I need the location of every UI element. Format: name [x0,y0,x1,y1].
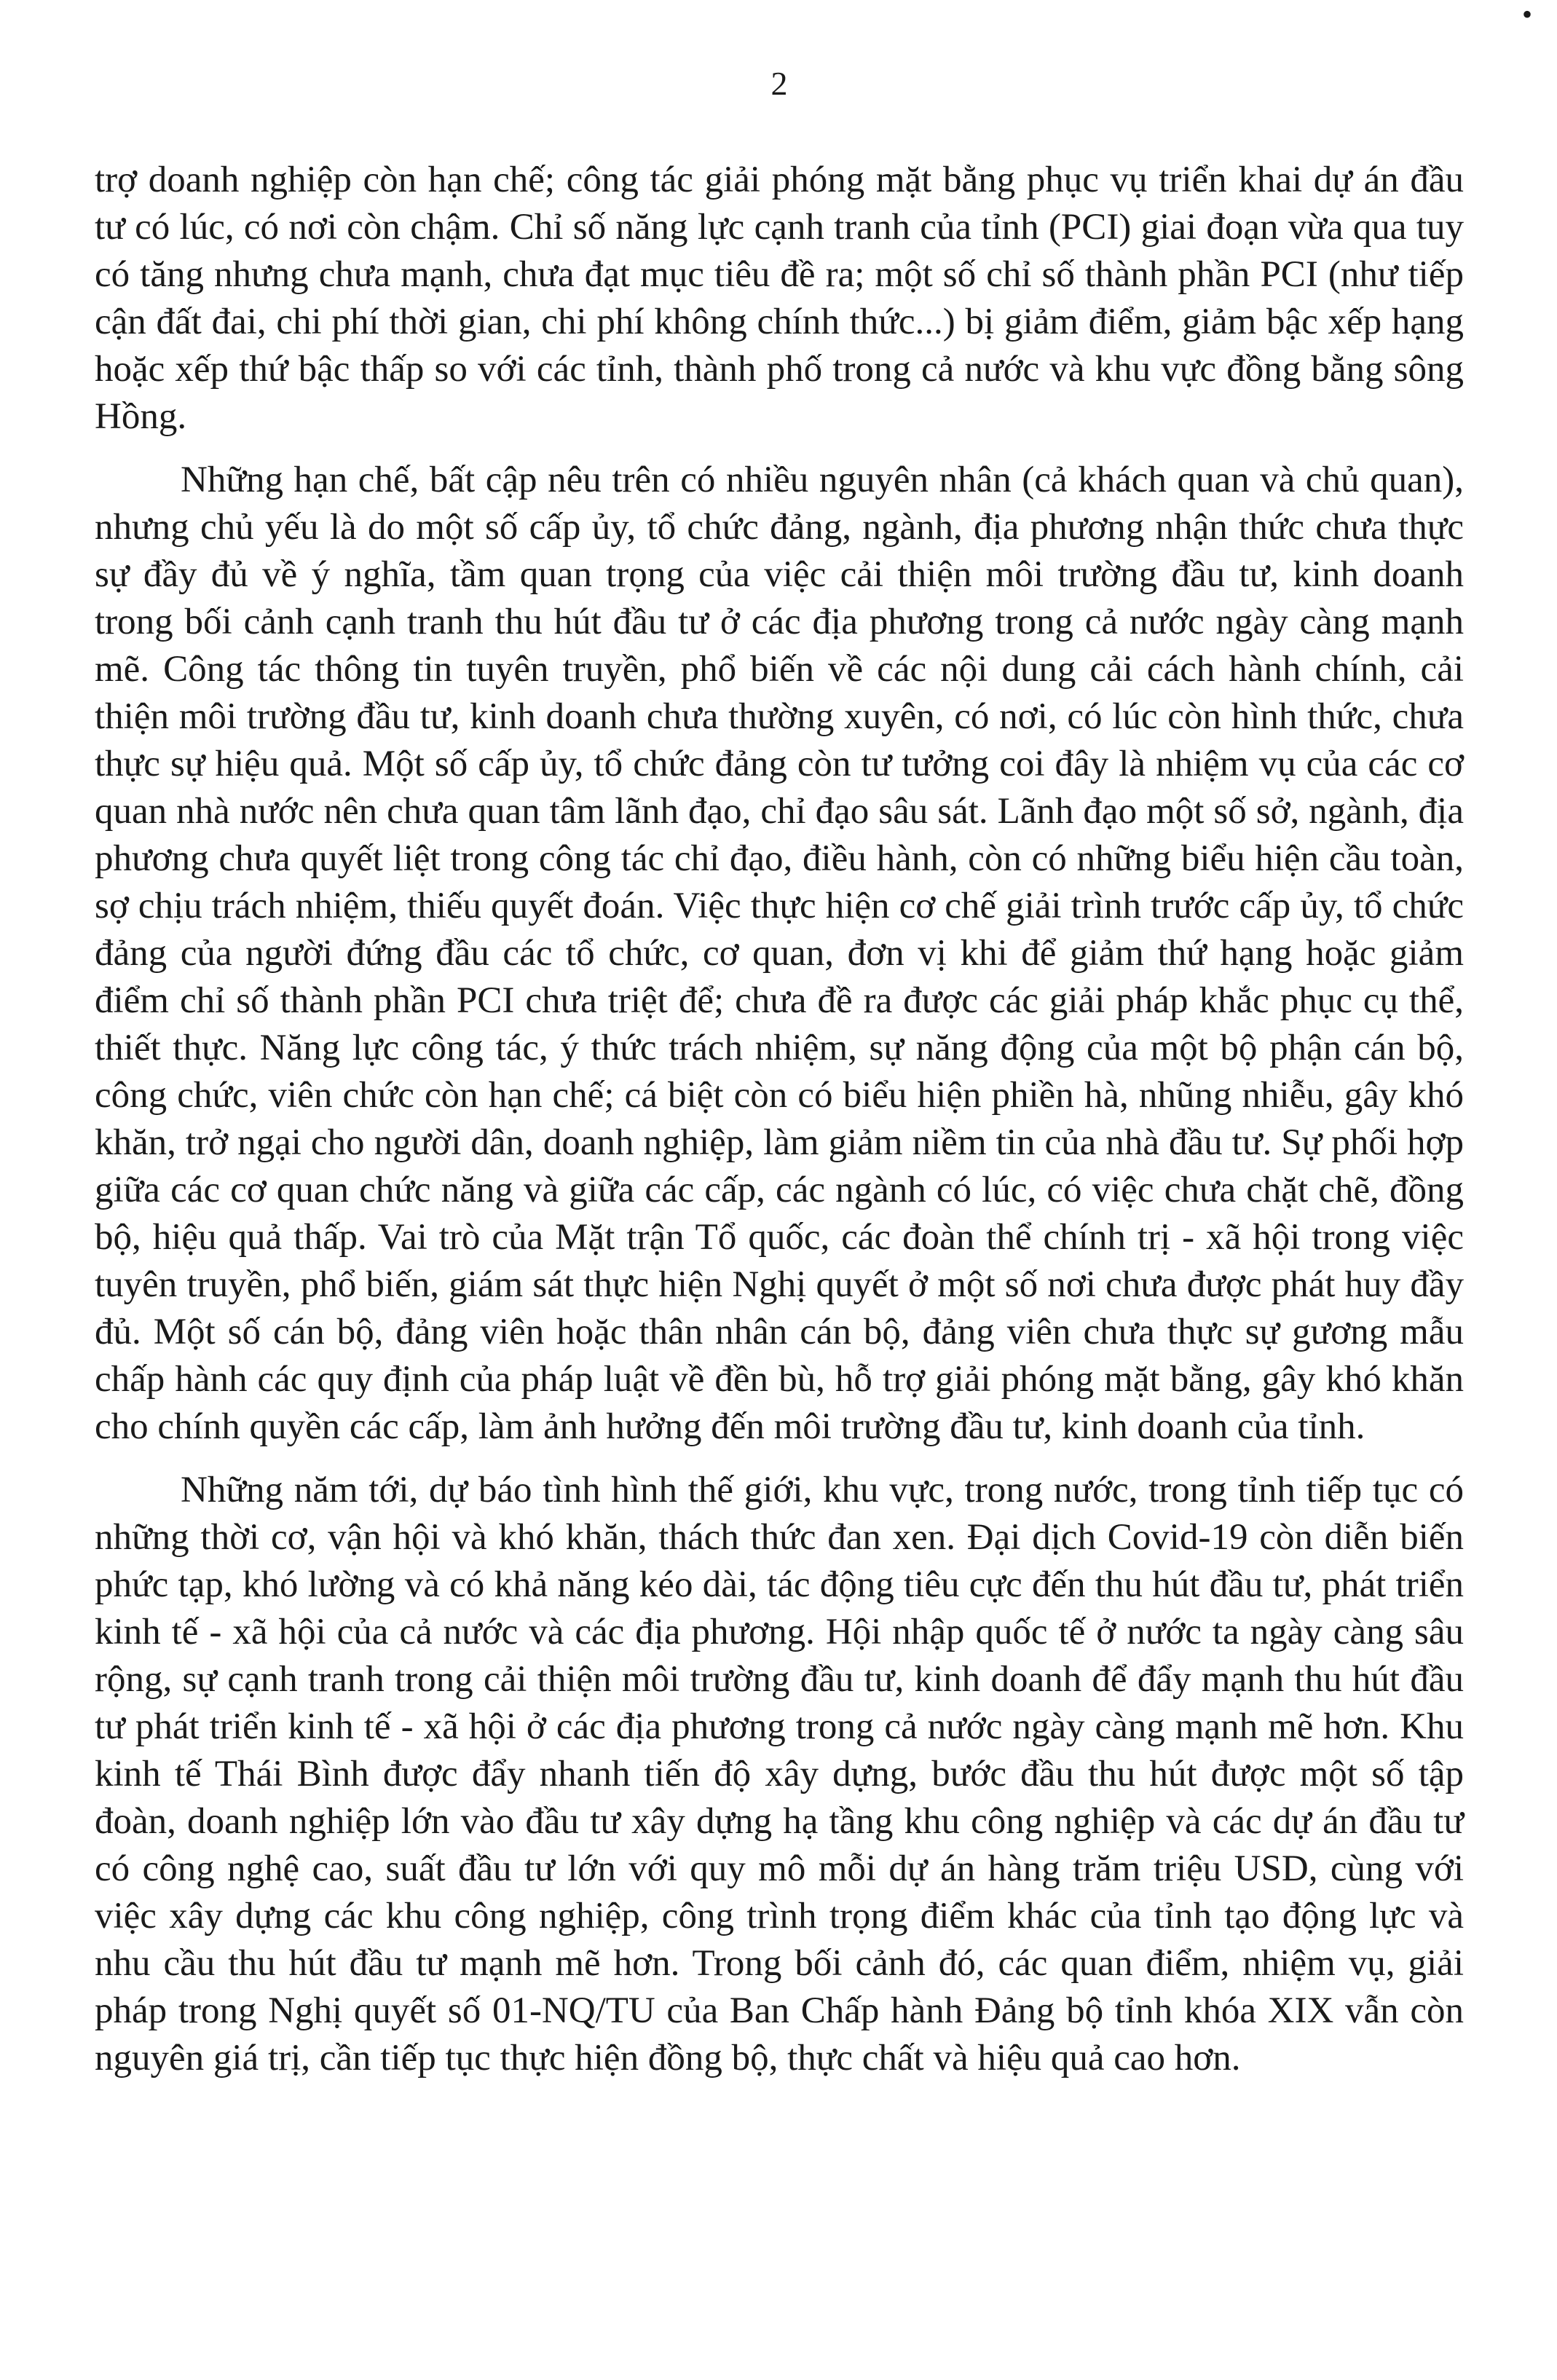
paragraph-causes: Những hạn chế, bất cập nêu trên có nhiều nguyên nhân (cả khách quan và chủ quan), nhưng chủ yếu là do một số cấp ủy, tổ chức đảng, ngành, địa phương nhận thức chưa thực sự đầy đủ về ý nghĩa, tầm quan trọng của việc cải thiện môi trường đầu tư, kinh doanh trong bối cảnh cạnh tranh thu hút đầu tư ở các địa phương trong cả nước ngày càng mạnh mẽ. Công tác thông tin tuyên truyền, phổ biến về các nội dung cải cách hành chính, cải thiện môi trường đầu tư, kinh doanh chưa thường xuyên, có nơi, có lúc còn hình thức, chưa thực sự hiệu quả. Một số cấp ủy, tổ chức đảng còn tư tưởng coi đây là nhiệm vụ của các cơ quan nhà nước nên chưa quan tâm lãnh đạo, chỉ đạo sâu sát. Lãnh đạo một số sở, ngành, địa phương chưa quyết liệt trong công tác chỉ đạo, điều hành, còn có những biểu hiện cầu toàn, sợ chịu trách nhiệm, thiếu quyết đoán. Việc thực hiện cơ chế giải trình trước cấp ủy, tổ chức đảng của người đứng đầu các tổ chức, cơ quan, đơn vị khi để giảm thứ hạng hoặc giảm điểm chỉ số thành phần PCI chưa triệt để; chưa đề ra được các giải pháp khắc phục cụ thể, thiết thực. Năng lực công tác, ý thức trách nhiệm, sự năng động của một bộ phận cán bộ, công chức, viên chức còn hạn chế; cá biệt còn có biểu hiện phiền hà, nhũng nhiễu, gây khó khăn, trở ngại cho người dân, doanh nghiệp, làm giảm niềm tin của nhà đầu tư. Sự phối hợp giữa các cơ quan chức năng và giữa các cấp, các ngành có lúc, có việc chưa chặt chẽ, đồng bộ, hiệu quả thấp. Vai trò của Mặt trận Tổ quốc, các đoàn thể chính trị - xã hội trong việc tuyên truyền, phổ biến, giám sát thực hiện Nghị quyết ở một số nơi chưa được phát huy đầy đủ. Một số cán bộ, đảng viên hoặc thân nhân cán bộ, đảng viên chưa thực sự gương mẫu chấp hành các quy định của pháp luật về đền bù, hỗ trợ giải phóng mặt bằng, gây khó khăn cho chính quyền các cấp, làm ảnh hưởng đến môi trường đầu tư, kinh doanh của tỉnh. [95,460,1464,1447]
scan-mark: • [1522,0,1533,31]
document-body [95,157,1464,2082]
paragraph-continuation: trợ doanh nghiệp còn hạn chế; công tác giải phóng mặt bằng phục vụ triển khai dự án đầu tư có lúc, có nơi còn chậm. Chỉ số năng lực cạnh tranh của tỉnh (PCI) giai đoạn vừa qua tuy có tăng nhưng chưa mạnh, chưa đạt mục tiêu đề ra; một số chỉ số thành phần PCI (như tiếp cận đất đai, chi phí thời gian, chi phí không chính thức...) bị giảm điểm, giảm bậc xếp hạng hoặc xếp thứ bậc thấp so với các tỉnh, thành phố trong cả nước và khu vực đồng bằng sông Hồng. [95,159,1464,437]
paragraph-outlook: Những năm tới, dự báo tình hình thế giới, khu vực, trong nước, trong tỉnh tiếp tục có những thời cơ, vận hội và khó khăn, thách thức đan xen. Đại dịch Covid-19 còn diễn biến phức tạp, khó lường và có khả năng kéo dài, tác động tiêu cực đến thu hút đầu tư, phát triển kinh tế - xã hội của cả nước và các địa phương. Hội nhập quốc tế ở nước ta ngày càng sâu rộng, sự cạnh tranh trong cải thiện môi trường đầu tư, kinh doanh để đẩy mạnh thu hút đầu tư phát triển kinh tế - xã hội ở các địa phương trong cả nước ngày càng mạnh mẽ hơn. Khu kinh tế Thái Bình được đẩy nhanh tiến độ xây dựng, bước đầu thu hút được một số tập đoàn, doanh nghiệp lớn vào đầu tư xây dựng hạ tầng khu công nghiệp và các dự án đầu tư có công nghệ cao, suất đầu tư lớn với quy mô mỗi dự án hàng trăm triệu USD, cùng với việc xây dựng các khu công nghiệp, công trình trọng điểm khác của tỉnh tạo động lực và nhu cầu thu hút đầu tư mạnh mẽ hơn. Trong bối cảnh đó, các quan điểm, nhiệm vụ, giải pháp trong Nghị quyết số 01-NQ/TU của Ban Chấp hành Đảng bộ tỉnh khóa XIX vẫn còn nguyên giá trị, cần tiếp tục thực hiện đồng bộ, thực chất và hiệu quả cao hơn. [95,1470,1464,2078]
page-number: 2 [770,65,788,102]
